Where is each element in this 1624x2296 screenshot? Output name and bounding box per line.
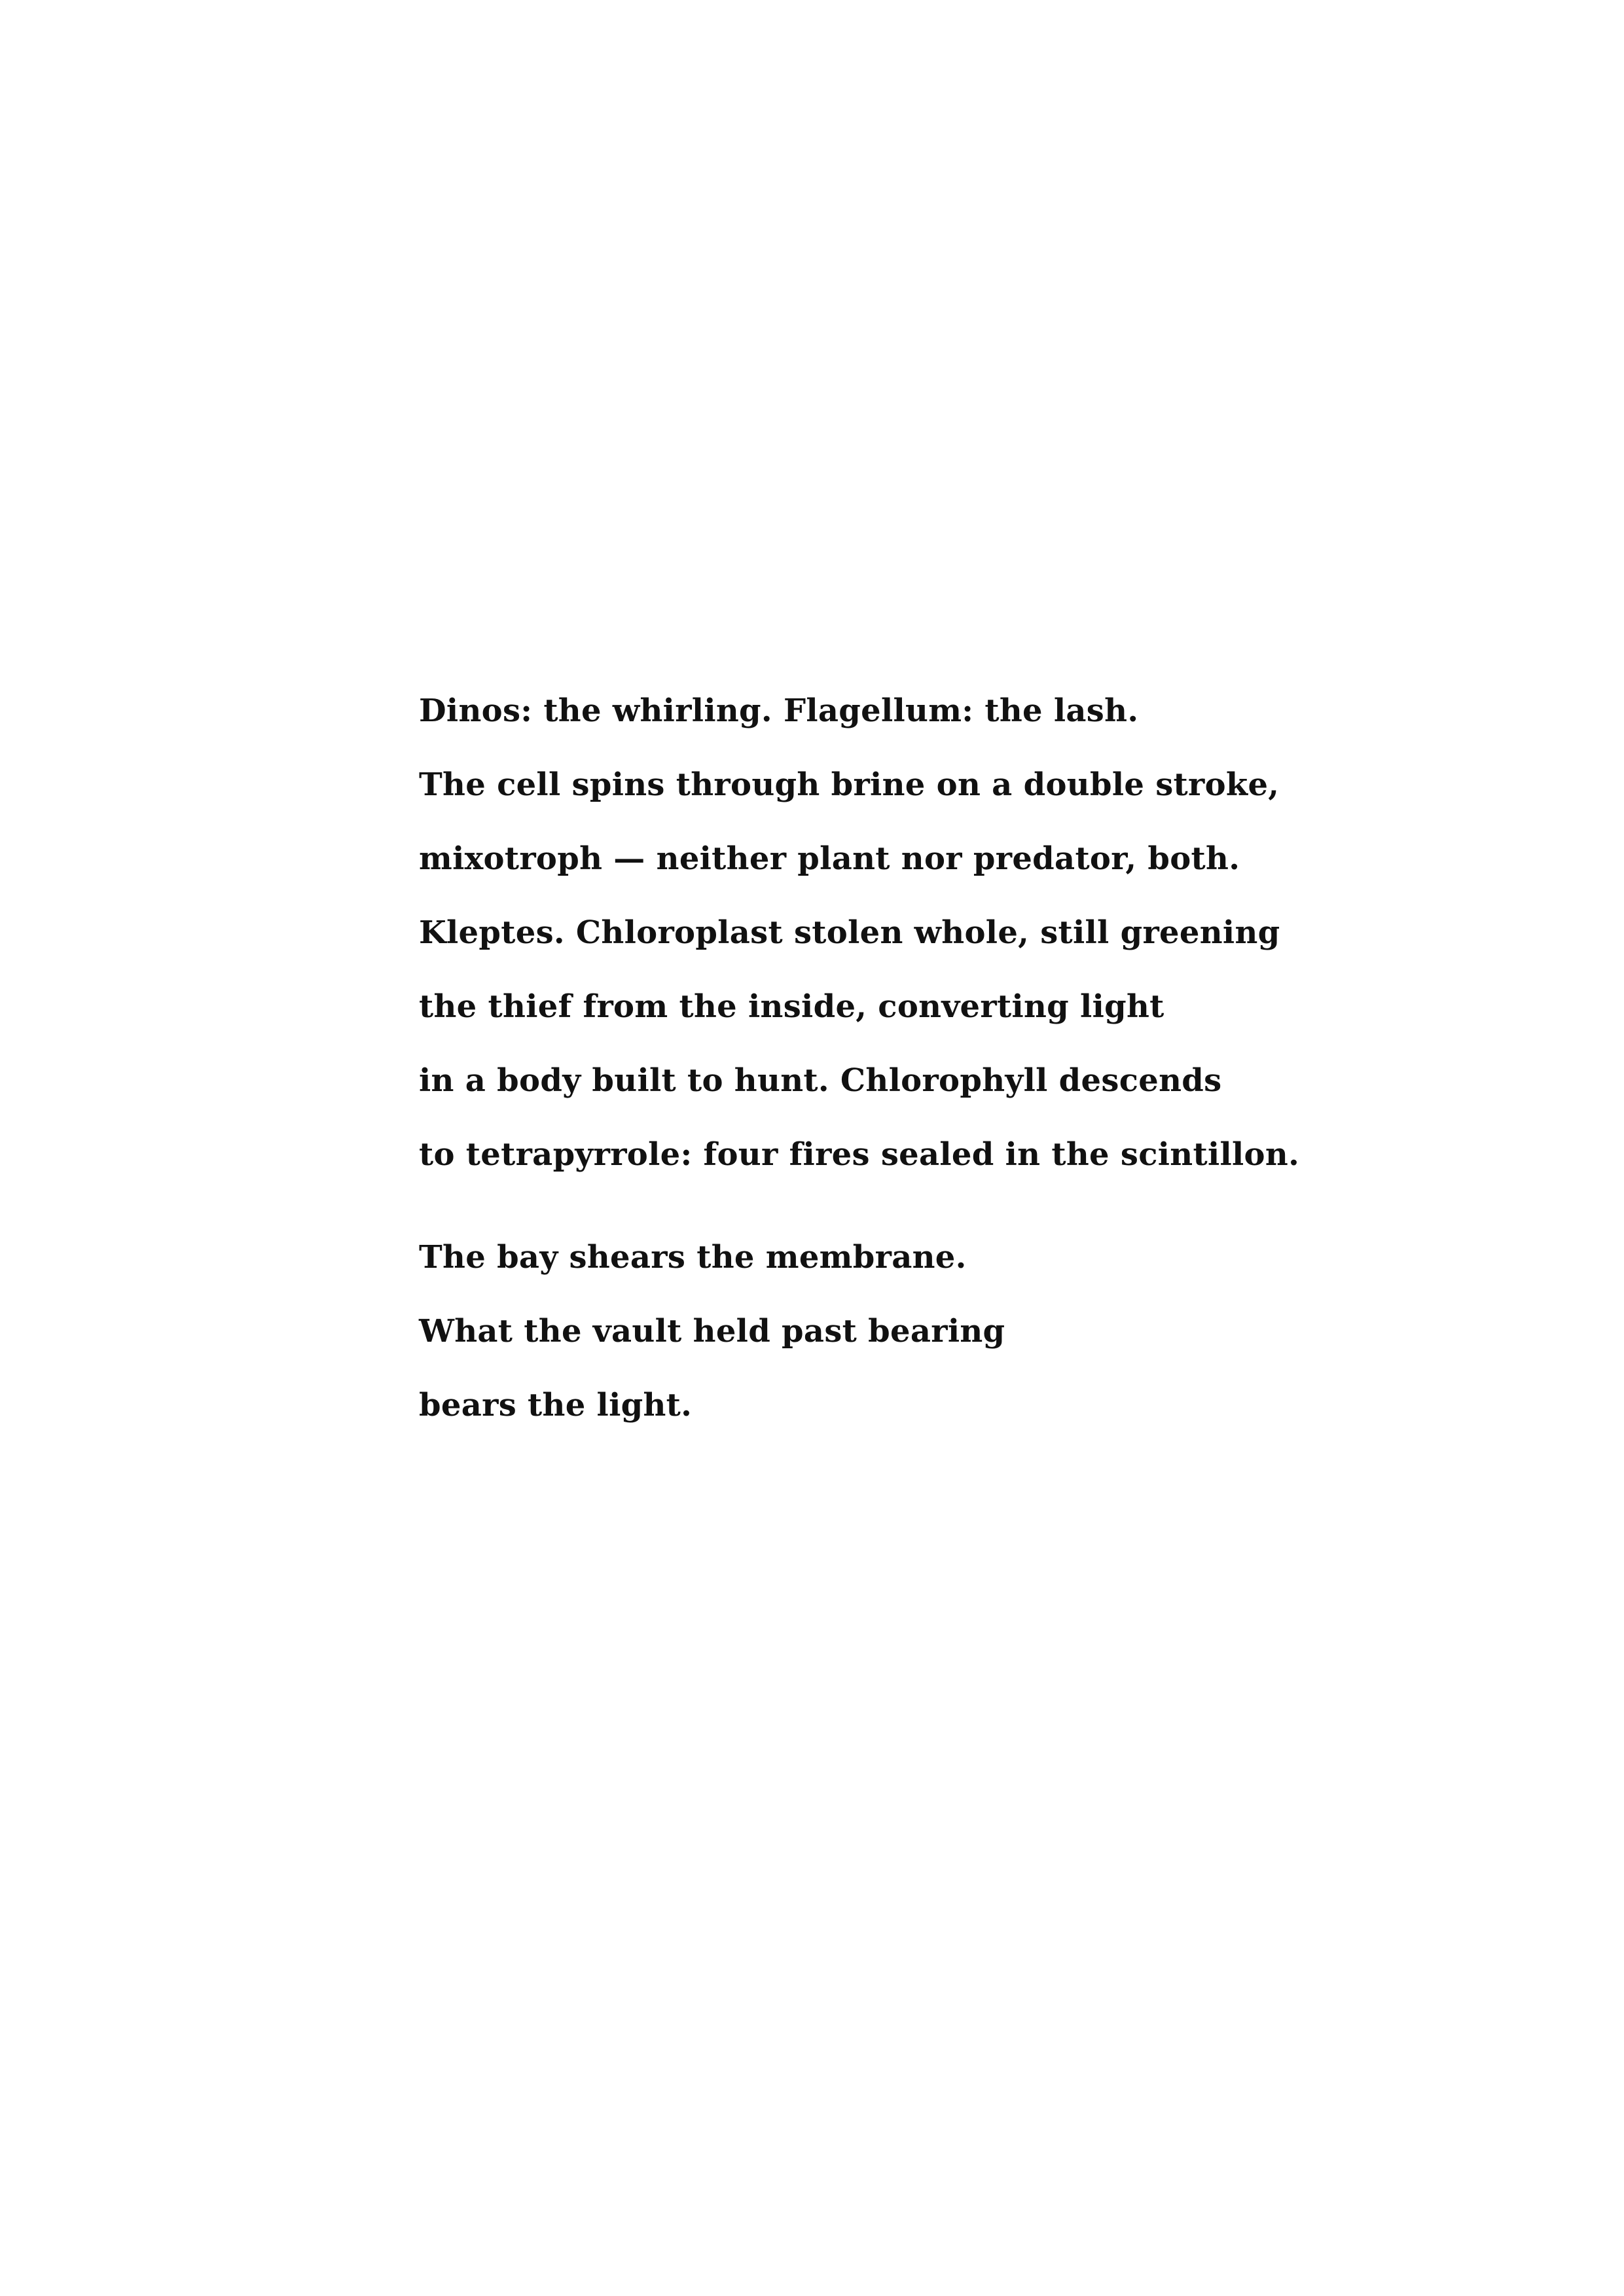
poem-line: the thief from the inside, converting light (419, 988, 1164, 1025)
poem-line: to tetrapyrrole: four fires sealed in the scintillon. (419, 1136, 1300, 1173)
poem-line: Dinos: the whirling. Flagellum: the lash. (419, 692, 1139, 729)
poem-stanza-2 (419, 1221, 1401, 1443)
poem-line: in a body built to hunt. Chlorophyll descends (419, 1062, 1222, 1099)
poem-stanza-1 (419, 674, 1401, 1192)
poem-line: The cell spins through brine on a double stroke, (419, 766, 1280, 803)
poem-line: bears the light. (419, 1387, 693, 1424)
poem (419, 674, 1401, 1443)
poem-line: mixotroph — neither plant nor predator, both. (419, 840, 1240, 877)
poem-line: Kleptes. Chloroplast stolen whole, still greening (419, 914, 1280, 951)
poem-line: The bay shears the membrane. (419, 1239, 967, 1276)
poem-line: What the vault held past bearing (419, 1313, 1005, 1350)
